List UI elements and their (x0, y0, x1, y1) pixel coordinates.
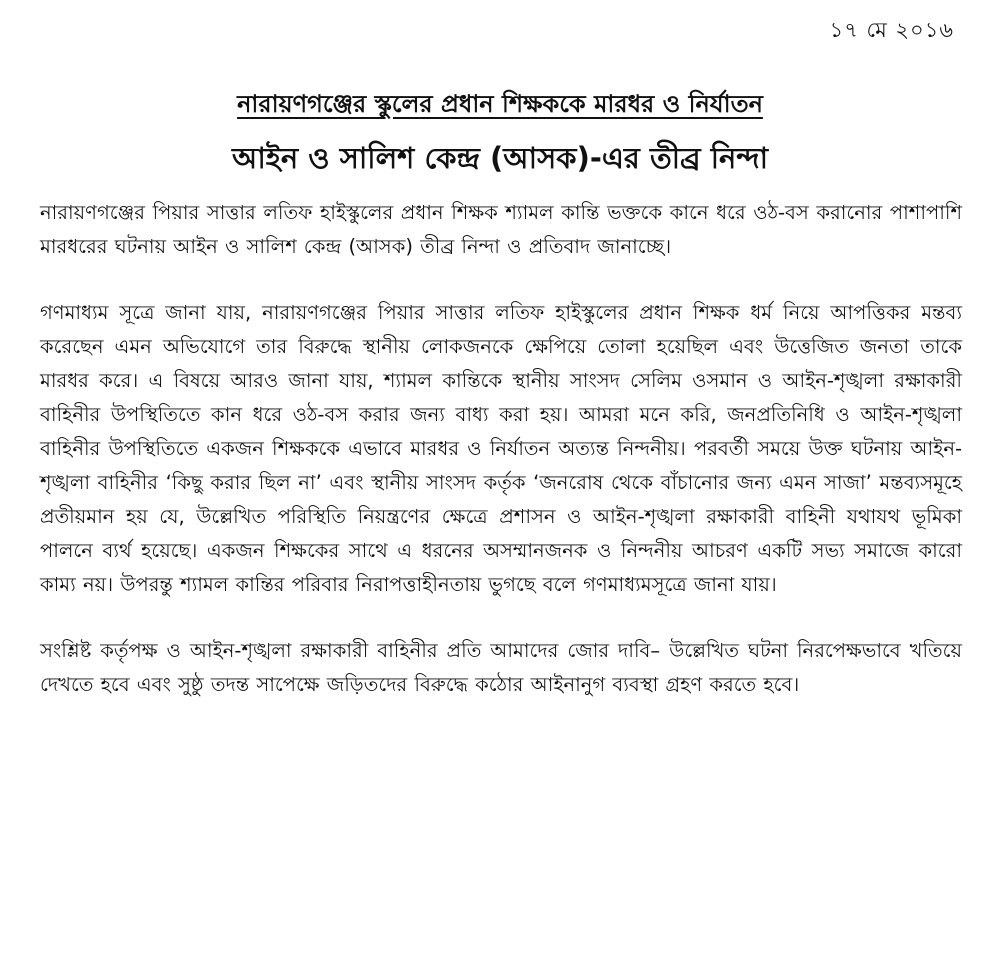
paragraph-demand: সংশ্লিষ্ট কর্তৃপক্ষ ও আইন-শৃঙ্খলা রক্ষাকারী বাহিনীর প্রতি আমাদের জোর দাবি– উল্লেখিত ঘটনা নিরপেক্ষভাবে খতিয়ে দেখতে হবে এবং সুষ্ঠু তদন্ত সাপেক্ষে জড়িতদের বিরুদ্ধে কঠোর আইনানুগ ব্যবস্থা গ্রহণ করতে হবে। (40, 639, 962, 696)
headline (0, 86, 1000, 185)
document-subtitle: আইন ও সালিশ কেন্দ্র (আসক)-এর তীব্র নিন্দা (231, 141, 769, 175)
document-date: ১৭ মে ২০১৬ (829, 18, 954, 42)
paragraph-details: গণমাধ্যম সূত্রে জানা যায়, নারায়ণগঞ্জের পিয়ার সাত্তার লতিফ হাইস্কুলের প্রধান শিক্ষক ধর্ম নিয়ে আপত্তিকর মন্তব্য করেছেন এমন অভিযোগে তার বিরুদ্ধে স্থানীয় লোকজনকে ক্ষেপিয়ে তোলা হয়েছিল এবং উত্তেজিত জনতা তাকে মারধর করে। এ বিষয়ে আরও জানা যায়, শ্যামল কান্তিকে স্থানীয় সাংসদ সেলিম ওসমান ও আইন-শৃঙ্খলা রক্ষাকারী বাহিনীর উপস্থিতিতে কান ধরে ওঠ-বস করার জন্য বাধ্য করা হয়। আমরা মনে করি, জনপ্রতিনিধি ও আইন-শৃঙ্খলা বাহিনীর উপস্থিতিতে একজন শিক্ষককে এভাবে মারধর ও নির্যাতন অত্যন্ত নিন্দনীয়। পরবর্তী সময়ে উক্ত ঘটনায় আইন-শৃঙ্খলা বাহিনীর ‘কিছু করার ছিল না’ এবং স্থানীয় সাংসদ কর্তৃক ‘জনরোষ থেকে বাঁচানোর জন্য এমন সাজা’ মন্তব্যসমূহে প্রতীয়মান হয় যে, উল্লেখিত পরিস্থিতি নিয়ন্ত্রণের ক্ষেত্রে প্রশাসন ও আইন-শৃঙ্খলা রক্ষাকারী বাহিনী যথাযথ ভূমিকা পালনে ব্যর্থ হয়েছে। একজন শিক্ষকের সাথে এ ধরনের অসম্মানজনক ও নিন্দনীয় আচরণ একটি সভ্য সমাজে কারো কাম্য নয়। উপরন্তু শ্যামল কান্তির পরিবার নিরাপত্তাহীনতায় ভুগছে বলে গণমাধ্যমসূত্রে জানা যায়। (40, 301, 962, 596)
document-title: নারায়ণগঞ্জের স্কুলের প্রধান শিক্ষককে মারধর ও নির্যাতন (237, 90, 763, 118)
paragraph-intro: নারায়ণগঞ্জের পিয়ার সাত্তার লতিফ হাইস্কুলের প্রধান শিক্ষক শ্যামল কান্তি ভক্তকে কানে ধরে ওঠ-বস করানোর পাশাপাশি মারধরের ঘটনায় আইন ও সালিশ কেন্দ্র (আসক) তীব্র নিন্দা ও প্রতিবাদ জানাচ্ছে। (40, 201, 962, 258)
document-body (40, 196, 962, 702)
